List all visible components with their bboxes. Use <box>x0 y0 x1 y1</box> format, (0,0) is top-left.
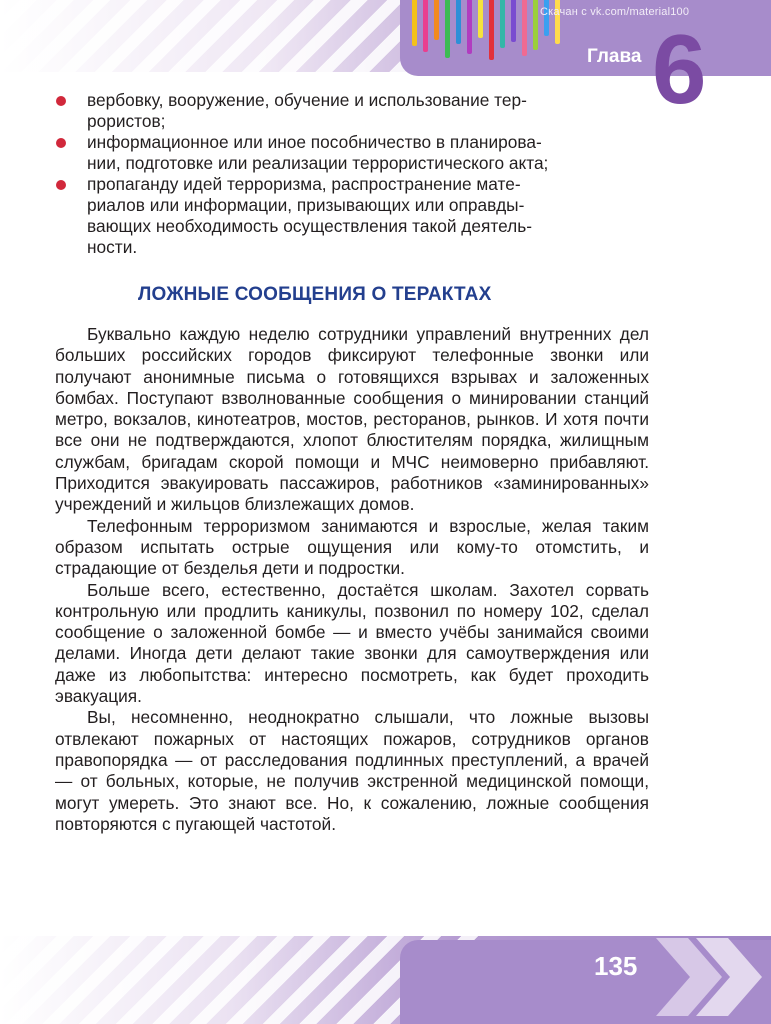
bullet-dot-icon <box>56 180 66 190</box>
color-bar <box>489 0 494 60</box>
bullet-line: пропаганду идей терроризма, распространение мате- <box>87 174 521 194</box>
header-stripes <box>0 0 420 72</box>
color-bar <box>500 0 505 48</box>
next-chevron-icon <box>656 930 771 1024</box>
watermark: Скачан с vk.com/material100 <box>540 6 690 18</box>
paragraph: Вы, несомненно, неоднократно слышали, что ложные вызовы отвлекают пожарных от настоящих пожаров, сотрудников органов правопорядка — от расследования подлинных преступлений, а врачей — от больных, которые, не получив экстренной медицинской помощи, могут умереть. Это знают все. Но, к сожалению, ложные сообщения повторяются с пугающей частотой. <box>55 707 649 834</box>
paragraph: Буквально каждую неделю сотрудники управлений внутренних дел больших российских городов фиксируют телефонные звонки или получают анонимные письма о готовящихся взрывах и заложенных бомбах. Поступают взволнованные сообщения о минировании станций метро, вокзалов, кинотеатров, мостов, ресторанов, рынков. И хотя почти все они не подтверждаются, хлопот блюстителям порядка, жилищным службам, бригадам скорой помощи и МЧС неимоверно прибавляют. Приходится эвакуировать пассажиров, работников «заминированных» учреждений и жильцов близлежащих домов. <box>55 324 649 515</box>
bullet-dot-icon <box>56 138 66 148</box>
body-text <box>55 324 649 835</box>
bullet-line: вербовку, вооружение, обучение и использование тер- <box>87 90 527 110</box>
paragraph: Телефонным терроризмом занимаются и взрослые, желая таким образом испытать острые ощущения или кому-то отомстить, и страдающие от безделья дети и подростки. <box>55 515 649 579</box>
bullet-line: информационное или иное пособничество в планирова- <box>87 132 542 152</box>
color-bar <box>423 0 428 52</box>
color-bar <box>434 0 439 40</box>
bullet-item <box>55 174 655 258</box>
color-bar <box>445 0 450 58</box>
color-bar <box>456 0 461 44</box>
color-bar <box>533 0 538 50</box>
bullet-line: нии, подготовке или реализации террористического акта; <box>87 153 549 173</box>
bullet-line: вающих необходимость осуществления такой деятель- <box>87 216 532 236</box>
bullet-item <box>55 90 655 132</box>
color-bar <box>467 0 472 54</box>
color-bar <box>412 0 417 46</box>
section-title: ЛОЖНЫЕ СООБЩЕНИЯ О ТЕРАКТАХ <box>138 284 492 305</box>
paragraph: Больше всего, естественно, достаётся школам. Захотел сорвать контрольную или продлить каникулы, позвонил по номеру 102, сделал сообщение о заложенной бомбе — и вместо учёбы занимайся своими делами. Иногда дети делают такие звонки для самоутверждения или даже из любопытства: интересно посмотреть, как будет проходить эвакуация. <box>55 579 649 707</box>
page-number: 135 <box>594 951 638 981</box>
bullet-line: ности. <box>87 237 138 257</box>
chapter-label: Глава <box>587 46 642 67</box>
color-bar <box>511 0 516 42</box>
color-bar <box>522 0 527 56</box>
bullet-line: риалов или информации, призывающих или оправды- <box>87 195 525 215</box>
bullet-item <box>55 132 655 174</box>
bullet-list <box>55 90 655 258</box>
color-bar <box>478 0 483 38</box>
bullet-dot-icon <box>56 96 66 106</box>
bullet-line: рористов; <box>87 111 166 131</box>
chapter-number: 6 <box>652 14 705 124</box>
color-bars-decoration <box>412 0 560 60</box>
